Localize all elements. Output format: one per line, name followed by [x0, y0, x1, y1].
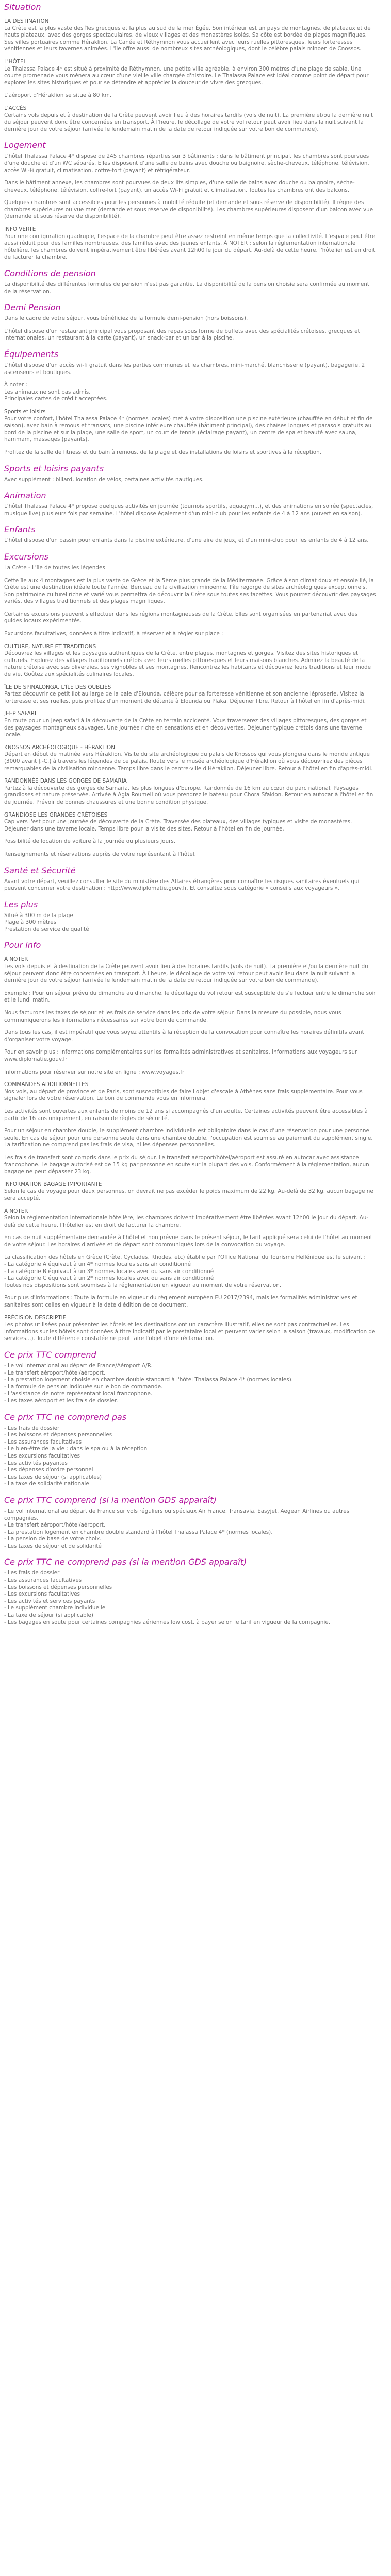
prix-ne-comprend-item: - Les frais de dossier: [4, 1425, 60, 1431]
jeep-text: En route pour un jeep safari à la découverte de la Crète en terrain accidenté. Vous traverserez des villages pittoresques, des gorges et des paysages montagneux sauvages. Une journée riche en sensations et en découvertes. Déjeuner typique crétois dans une taverne locale.: [4, 718, 367, 738]
prix-ne-comprend-item: - Les boissons et dépenses personnelles: [4, 1432, 112, 1438]
excursions-text-3: Certaines excursions peuvent s'effectuer dans les régions montagneuses de la Crète. Elles sont organisées en partenariat avec des guides locaux expérimentés.: [4, 611, 358, 624]
equipements-note: Les animaux ne sont pas admis.: [4, 388, 91, 395]
section-pour-info: [4, 940, 377, 1343]
section-prix-gds-ne: [4, 1557, 377, 1626]
section-title-animation: Animation: [4, 490, 46, 501]
classification-item: - La catégorie B équivaut à un 3* normes locales avec ou sans air conditionné: [4, 1268, 214, 1275]
section-excursions: [4, 552, 377, 858]
prix-ne-comprend-item: - Les taxes de séjour (si applicables): [4, 1473, 102, 1480]
section-situation: [4, 2, 377, 133]
hotel-text: Le Thalassa Palace 4* est situé à proximité de Réthymnon, une petite ville agréable, à environ 300 mètres d'une plage de sable. Une courte promenade vous mènera au cœur d'une vieille ville chargée d'histoire. Le Thalassa Palace est idéal comme point de départ pour explorer les sites historiques et pour se détendre et apprécier la douceur de vivre des grecques.: [4, 65, 369, 86]
commandes-text: Les frais de transfert sont compris dans le prix du séjour. Le transfert aéroport/hôtel/aéroport est assuré en autocar avec assistance francophone. Le bagage autorisé est de 15 kg par personne en soute sur la plupart des vols. Conformément à la réglementation, aucun bagage ne peut dépasser 23 kg.: [4, 1154, 369, 1175]
excursions-text-2: Cette île aux 4 montagnes est la plus vaste de Grèce et la 5ème plus grande de la Méditerranée. Grâce à son climat doux et ensoleillé, la Crète est une destination idéale toute l'année. Berceau de la civilisation minoenne, l'île regorge de sites archéologiques exceptionnels. Son patrimoine culturel riche et varié vous permettra de découvrir la Crète sous toutes ses facettes. Vous pourrez découvrir des paysages variés, des villages traditionnels et des plages magnifiques.: [4, 577, 376, 605]
section-conditions: [4, 268, 377, 295]
prix-gds-ne-item: - La taxe de séjour (si applicable): [4, 1612, 93, 1619]
equipements-note: Principales cartes de crédit acceptées.: [4, 396, 108, 402]
sports-payants-text: Avec supplément : billard, location de vélos, certaines activités nautiques.: [4, 476, 204, 483]
info-verte-text: Pour une configuration quadruple, l'espace de la chambre peut être assez restreint en même temps que la collectivité. L'espace peut être aussi réduit pour des familles nombreuses, des familles avec des jeunes enfants. À NOTER : selon la réglementation internationale hôtelière, les chambres doivent impérativement être libérées avant 12h00 le jour du départ. Au-delà de cette heure, l'hôtelier est en droit de facturer la chambre.: [4, 233, 376, 261]
pour-info-text: Les vols depuis et à destination de la Crète peuvent avoir lieu à des horaires tardifs (vols de nuit). La première et/ou la dernière nuit du séjour peuvent donc être concernées en transport. À l'heure, le décollage de votre vol retour peut avoir lieu dans la nuit suivant la dernière jour de votre séjour (arrivée le lendemain matin de la date de retour indiquée sur votre bon de commande).: [4, 963, 368, 984]
conditions-text: La disponibilité des différentes formules de pension n'est pas garantie. La disponibilité de la pension choisie sera confirmée au moment de la réservation.: [4, 281, 369, 295]
section-title-enfants: Enfants: [4, 524, 36, 535]
plus-item: Prestation de service de qualité: [4, 926, 89, 933]
spinalonga-text: Partez découvrir ce petit îlot au large de la baie d'Elounda, célèbre pour sa forteresse vénitienne et son ancienne léproserie. Visitez la forteresse et ses ruelles, puis profitez d'un moment de détente à Elounda ou Plaka. Déjeuner libre. Retour à l'hôtel en fin d'après-midi.: [4, 691, 366, 704]
sports-more-text: Profitez de la salle de fitness et du bain à remous, de la plage et des installations de loisirs et sportives à la réception.: [4, 449, 322, 455]
subheading-sports: Sports et loisirs: [4, 408, 46, 415]
pour-info-text: Exemple : Pour un séjour prévu du dimanche au dimanche, le décollage du vol retour est susceptible de s'effectuer entre le dimanche soir et le lundi matin.: [4, 990, 376, 1004]
subheading-access: L'ACCÈS: [4, 105, 27, 111]
subheading-culture: CULTURE, NATURE ET TRADITIONS: [4, 643, 96, 650]
a-noter-text: En cas de nuit supplémentaire demandée à l'hôtel et non prévue dans le présent séjour, le tarif appliqué sera celui de l'hôtel au moment de votre séjour. Les horaires d'arrivée et de départ sont communiqués lors de la convocation du voyage.: [4, 1234, 373, 1248]
subheading-a-noter-2: À NOTER: [4, 1208, 28, 1214]
prix-gds-ne-item: - Les activités et services payants: [4, 1598, 95, 1604]
prix-ne-comprend-item: - Les dépenses d'ordre personnel: [4, 1467, 93, 1473]
a-noter-text: La classification des hôtels en Grèce (Crète, Cyclades, Rhodes, etc) établie par l'Office National du Tourisme Hellénique est le suivant :: [4, 1254, 366, 1261]
knossos-text: Départ en début de matinée vers Héraklion. Visite du site archéologique du palais de Knossos qui vous plongera dans le monde antique (3000 avant J.-C.) à travers les légendes de ce palais. Route vers le musée archéologique d'Héraklion où vous découvrirez des pièces remarquables de la civilisation minoenne. Temps libre dans le centre-ville d'Héraklion. Déjeuner libre. Retour à l'hôtel en fin d'après-midi.: [4, 751, 373, 772]
subheading-grandes: GRANDIOSE LES GRANDES CRÉTOISES: [4, 811, 108, 818]
plus-item: Situé à 300 m de la plage: [4, 912, 73, 919]
prix-gds-item: - Le vol international au départ de France sur vols réguliers ou spéciaux Air France, Transavia, Easyjet, Aegean Airlines ou autres compagnies.: [4, 1507, 350, 1521]
prix-ne-comprend-item: - Les activités payantes: [4, 1460, 68, 1466]
grandes-text: Cap vers l'est pour une journée de découverte de la Crète. Traversée des plateaux, des villages typiques et visite de monastères. Déjeuner dans une taverne locale. Temps libre pour la visite des sites. Retour à l'hôtel en fin de journée.: [4, 819, 352, 832]
section-demi-pension: [4, 302, 377, 342]
prix-gds-ne-item: - Les bagages en soute pour certaines compagnies aériennes low cost, à payer selon le tarif en vigueur de la compagnie.: [4, 1619, 331, 1625]
section-prix-ne-comprend: [4, 1412, 377, 1488]
prix-gds-item: - Le transfert aéroport/hôtel/aéroport.: [4, 1522, 106, 1529]
section-title-prix-gds: Ce prix TTC comprend (si la mention GDS apparaît): [4, 1495, 217, 1505]
section-title-demi-pension: Demi Pension: [4, 302, 61, 313]
prix-ne-comprend-item: - Les excursions facultatives: [4, 1452, 80, 1459]
gorges-text: Partez à la découverte des gorges de Samaria, les plus longues d'Europe. Randonnée de 16 km au cœur du parc national. Paysages grandioses et nature préservée. Arrivée à Agia Roumeli où vous prendrez le bateau pour Chora Sfakion. Retour en autocar à l'hôtel en fin de journée. Prévoir de bonnes chaussures et une bonne condition physique.: [4, 785, 373, 805]
subheading-info-verte: INFO VERTE: [4, 226, 36, 233]
prix-gds-ne-item: - Les excursions facultatives: [4, 1591, 80, 1598]
prix-gds-item: - Les taxes de séjour et de solidarité: [4, 1543, 102, 1549]
prix-comprend-item: - Le transfert aéroport/hôtel/aéroport.: [4, 1369, 106, 1376]
section-title-prix-ne-comprend: Ce prix TTC ne comprend pas: [4, 1412, 127, 1422]
subheading-precision: PRÉCISION DESCRIPTIF: [4, 1314, 66, 1321]
section-title-equipements: Équipements: [4, 349, 59, 359]
section-title-plus: Les plus: [4, 899, 38, 909]
a-noter-text: Pour plus d'informations : Toute la formule en vigueur du règlement européen EU 2017/2394, mais les formalités administratives et sanitaires sont celles en vigueur à la date d'édition de ce document.: [4, 1295, 357, 1309]
section-animation: [4, 490, 377, 517]
section-title-sante: Santé et Sécurité: [4, 865, 76, 875]
demi-pension-text-2: L'hôtel dispose d'un restaurant principal vous proposant des repas sous forme de buffets avec des spécialités crétoises, grecques et internationales, un restaurant à la carte (payant), un snack-bar et un bar à la piscine.: [4, 328, 360, 342]
logement-text-1: L'hôtel Thalassa Palace 4* dispose de 245 chambres réparties sur 3 bâtiments : dans le bâtiment principal, les chambres sont pourvues d'une douche et d'un WC séparés. Elles disposent d'une salle de bains avec douche ou baignoire, sèche-cheveux, téléphone, télévision, accès Wi-Fi gratuit, climatisation, coffre-fort (payant) et réfrigérateur.: [4, 153, 369, 174]
prix-gds-ne-item: - Les boissons et dépenses personnelles: [4, 1584, 112, 1590]
section-prix-comprend: [4, 1350, 377, 1405]
pour-info-text: Informations pour réserver sur notre site en ligne : www.voyages.fr: [4, 1069, 185, 1075]
access-text: Certains vols depuis et à destination de la Crète peuvent avoir lieu à des horaires tardifs (vols de nuit). La première et/ou la dernière nuit du séjour peuvent donc être concernées en transport. À l'heure, le décollage de votre vol retour peut avoir lieu dans la nuit suivant la dernière jour de votre séjour (arrivée le lendemain matin de la date de retour indiquée sur votre bon de commande).: [4, 112, 373, 132]
prix-comprend-item: - Les taxes aéroport et les frais de dossier.: [4, 1397, 118, 1404]
prix-ne-comprend-item: - Le bien-être de la vie : dans le spa ou à la réception: [4, 1446, 148, 1452]
prix-ne-comprend-item: - La taxe de solidarité nationale: [4, 1481, 89, 1487]
prix-ne-comprend-item: - Les assurances facultatives: [4, 1438, 82, 1445]
destination-text: La Crète est la plus vaste des îles grecques et la plus au sud de la mer Égée. Son intérieur est un pays de montagnes, de plateaux et de hauts plateaux, avec des gorges spectaculaires, de vieux villages et des monastères isolés. Sa côte est bordée de plages magnifiques. Ses villes portuaires comme Héraklion, La Canée et Réthymnon vous accueillent avec leurs ruelles pittoresques, leurs forteresses vénitiennes et leurs tavernes animées. L'île offre aussi de nombreux sites archéologiques, dont le célèbre palais minoen de Cnossos.: [4, 25, 371, 53]
sports-text: Pour votre confort, l'hôtel Thalassa Palace 4* (normes locales) met à votre disposition une piscine extérieure (chauffée en début et fin de saison), avec bain à remous et transats, une piscine intérieure chauffée (bâtiment principal), des chaises longues et parasols gratuits au bord de la piscine et sur la plage, une salle de sport, un court de tennis (éclairage payant), un centre de spa et beauté avec sauna, hammam, massages (payants).: [4, 415, 373, 443]
prix-gds-ne-item: - Les assurances facultatives: [4, 1577, 82, 1584]
subheading-hotel: L'HÔTEL: [4, 58, 27, 65]
section-title-prix-gds-ne: Ce prix TTC ne comprend pas (si la mention GDS apparaît): [4, 1557, 247, 1567]
bagage-text: Selon le cas de voyage pour deux personnes, on devrait ne pas excéder le poids maximum de 22 kg. Au-delà de 32 kg, aucun bagage ne sera accepté.: [4, 1188, 373, 1201]
subheading-gorges: RANDONNÉE DANS LES GORGES DE SAMARIA: [4, 778, 127, 785]
section-title-sports-payants: Sports et loisirs payants: [4, 463, 104, 473]
section-title-logement: Logement: [4, 140, 46, 150]
a-noter-text: Selon la réglementation internationale hôtelière, les chambres doivent impérativement être libérées avant 12h00 le jour du départ. Au-delà de cette heure, l'hôtelier est en droit de facturer la chambre.: [4, 1215, 369, 1228]
subheading-jeep: JEEP SAFARI: [4, 710, 37, 717]
subheading-knossos: KNOSSOS ARCHÉOLOGIQUE - HÉRAKLION: [4, 744, 115, 751]
section-plus: [4, 900, 377, 934]
prix-comprend-item: - La prestation logement choisie en chambre double standard à l'hôtel Thalassa Palace 4* (normes locales).: [4, 1377, 294, 1383]
equipements-text: L'hôtel dispose d'un accès wi-fi gratuit dans les parties communes et les chambres, mini-marché, blanchisserie (payant), bagagerie, 2 ascenseurs et boutiques.: [4, 362, 365, 376]
prix-comprend-item: - L'assistance de notre représentant local francophone.: [4, 1391, 153, 1397]
prix-comprend-item: - La formule de pension indiquée sur le bon de commande.: [4, 1383, 163, 1390]
pour-info-text: Pour en savoir plus : informations complémentaires sur les formalités administratives et sanitaires. Informations aux voyageurs sur www.diplomatie.gouv.fr: [4, 1049, 357, 1062]
section-enfants: [4, 524, 377, 545]
classification-item: - La catégorie A équivaut à un 4* normes locales sans air conditionné: [4, 1261, 191, 1268]
plus-item: Plage à 300 mètres: [4, 919, 57, 926]
commandes-text: Pour un séjour en chambre double, le supplément chambre individuelle est obligatoire dans le cas d'une réservation pour une personne seule. En cas de séjour pour une personne seule dans une chambre double, l'occupation est soumise au paiement du supplément single. La tarification ne comprend pas les frais de visa, ni les dépenses personnelles.: [4, 1128, 373, 1148]
section-prix-gds: [4, 1495, 377, 1550]
section-logement: [4, 140, 377, 261]
logement-text-3: Quelques chambres sont accessibles pour les personnes à mobilité réduite (et demande et sous réserve de disponibilité). Il règne des chambres supérieures ou vue mer (demande et sous réserve de disponibilité). Les chambres supérieures disposent d'un balcon avec vue (demande et sous réserve de disponibilité).: [4, 199, 373, 220]
animation-text: L'hôtel Thalassa Palace 4* propose quelques activités en journée (tournois sportifs, aquagym...), et des animations en soirée (spectacles, musique live) plusieurs fois par semaine. L'hôtel dispose également d'un mini-club pour les enfants de 4 à 12 ans (ouvert en saison).: [4, 503, 373, 517]
section-equipements: [4, 349, 377, 456]
subheading-bagage: INFORMATION BAGAGE IMPORTANTE: [4, 1181, 102, 1188]
section-title-excursions: Excursions: [4, 551, 49, 562]
pour-info-text: Dans tous les cas, il est impératif que vous soyez attentifs à la réception de la convocation pour connaître les horaires définitifs avant d'organiser votre voyage.: [4, 1029, 364, 1043]
excursions-text-6: Renseignements et réservations auprès de votre représentant à l'hôtel.: [4, 851, 196, 857]
section-title-prix-comprend: Ce prix TTC comprend: [4, 1350, 96, 1360]
excursions-text-1: La Crète - L'île de toutes les légendes: [4, 564, 105, 571]
classification-item: Toutes nos dispositions sont soumises à la réglementation en vigueur au moment de votre réservation.: [4, 1282, 282, 1289]
commandes-text: Nos vols, au départ de province et de Paris, sont susceptibles de faire l'objet d'escale à Athènes sans frais supplémentaire. Pour vous signaler lors de votre réservation. Le bon de commande vous en informera.: [4, 1088, 363, 1102]
prix-comprend-item: - Le vol international au départ de France/Aéroport A/R.: [4, 1363, 153, 1369]
excursions-text-4: Excursions facultatives, données à titre indicatif, à réserver et à régler sur place :: [4, 631, 223, 637]
hotel-distance-text: L'aéroport d'Héraklion se situe à 80 km.: [4, 92, 112, 99]
subheading-a-noter: À NOTER: [4, 956, 28, 963]
equipements-note: À noter :: [4, 382, 27, 388]
pour-info-text: Nous facturons les taxes de séjour et les frais de service dans les prix de votre séjour. Dans la mesure du possible, nous vous communiquerons les informations nécessaires sur votre bon de commande.: [4, 1010, 341, 1023]
section-title-situation: Situation: [4, 2, 41, 12]
enfants-text: L'hôtel dispose d'un bassin pour enfants dans la piscine extérieure, d'une aire de jeux, et d'un mini-club pour les enfants de 4 à 12 ans.: [4, 537, 369, 544]
sante-text: Avant votre départ, veuillez consulter le site du ministère des Affaires étrangères pour connaître les risques sanitaires éventuels qui peuvent concerner votre destination : http://www.diplomatie.gouv.fr. Et consultez sous catégorie « conseils aux voyageurs ».: [4, 878, 360, 892]
section-title-conditions: Conditions de pension: [4, 268, 96, 279]
equipements-notes: [4, 382, 377, 403]
subheading-destination: LA DESTINATION: [4, 18, 49, 24]
culture-text: Découvrez les villages et les paysages authentiques de la Crète, entre plages, montagnes et gorges. Visitez des sites historiques et culturels. Explorez des villages traditionnels crétois avec leurs ruelles pittoresques et leurs maisons blanches. Admirez la beauté de la nature crétoise avec ses oliveraies, ses vignobles et ses montagnes. Rencontrez les habitants et découvrez leurs traditions et leur mode de vie. Goûtez aux spécialités culinaires locales.: [4, 650, 371, 678]
excursions-text-5: Possibilité de location de voiture à la journée ou plusieurs jours.: [4, 838, 176, 845]
prix-gds-item: - La prestation logement en chambre double standard à l'hôtel Thalassa Palace 4* (normes locales).: [4, 1529, 273, 1535]
section-sports-payants: [4, 464, 377, 484]
section-title-pour-info: Pour info: [4, 940, 41, 951]
logement-text-2: Dans le bâtiment annexe, les chambres sont pourvues de deux lits simples, d'une salle de bains avec douche ou baignoire, sèche-cheveux, téléphone, télévision, coffre-fort (payant), un accès Wi-Fi gratuit et climatisation. Toutes les chambres ont des balcons.: [4, 180, 355, 193]
demi-pension-text-1: Dans le cadre de votre séjour, vous bénéficiez de la formule demi-pension (hors boissons).: [4, 315, 248, 322]
section-sante: [4, 866, 377, 892]
classification-item: - La catégorie C équivaut à un 2* normes locales avec ou sans air conditionné: [4, 1275, 214, 1282]
subheading-commandes: COMMANDES ADDITIONNELLES: [4, 1081, 89, 1088]
commandes-text: Les activités sont ouvertes aux enfants de moins de 12 ans si accompagnés d'un adulte. Certaines activités peuvent être accessibles à partir de 16 ans uniquement, en raison de règles de sécurité.: [4, 1108, 368, 1122]
precision-text: Les photos utilisées pour présenter les hôtels et les destinations ont un caractère illustratif, elles ne sont pas contractuelles. Les informations sur les hôtels sont données à titre indicatif par le prestataire local et peuvent varier selon la saison (travaux, modification de services...). Toute différence constatée ne peut faire l'objet d'une réclamation.: [4, 1321, 376, 1342]
prix-gds-ne-item: - Le supplément chambre individuelle: [4, 1605, 106, 1612]
subheading-spinalonga: ÎLE DE SPINALONGA, L'ÎLE DES OUBLIÉS: [4, 684, 111, 690]
prix-gds-ne-item: - Les frais de dossier: [4, 1570, 60, 1577]
prix-gds-item: - La pension de base de votre choix.: [4, 1536, 102, 1543]
